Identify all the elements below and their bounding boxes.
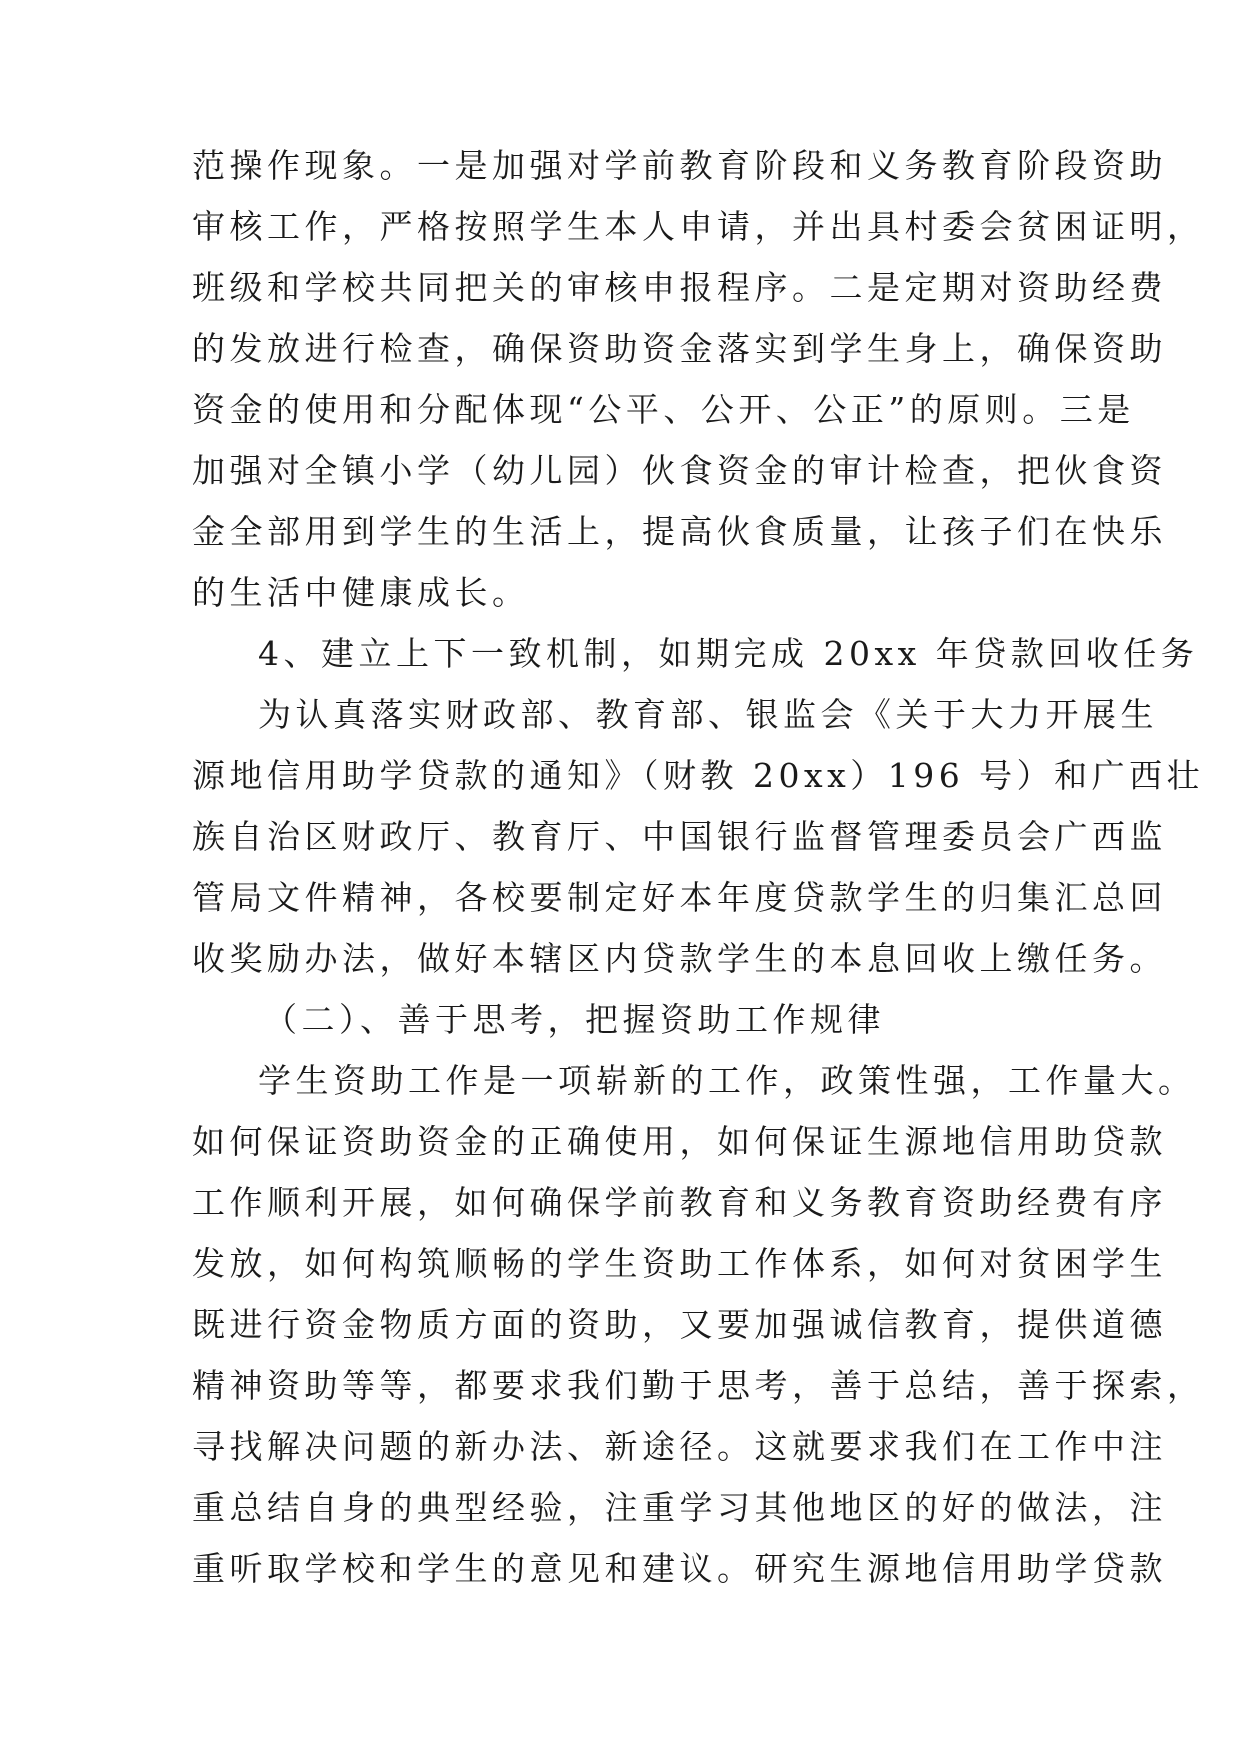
text-line: 如何保证资助资金的正确使用，如何保证生源地信用助贷款 bbox=[192, 1122, 1167, 1161]
text-line: 族自治区财政厅、教育厅、中国银行监督管理委员会广西监 bbox=[192, 817, 1167, 856]
section-heading: 4、建立上下一致机制，如期完成 20xx 年贷款回收任务 bbox=[258, 634, 1199, 673]
text-line: 的发放进行检查，确保资助资金落实到学生身上，确保资助 bbox=[192, 329, 1167, 368]
text-line: 为认真落实财政部、教育部、银监会《关于大力开展生 bbox=[258, 695, 1158, 734]
text-line: 审核工作，严格按照学生本人申请，并出具村委会贫困证明， bbox=[192, 207, 1205, 246]
text-line: 班级和学校共同把关的审核申报程序。二是定期对资助经费 bbox=[192, 268, 1167, 307]
text-line: 范操作现象。一是加强对学前教育阶段和义务教育阶段资助 bbox=[192, 146, 1167, 185]
text-line: 学生资助工作是一项崭新的工作，政策性强，工作量大。 bbox=[258, 1061, 1196, 1100]
text-line: 精神资助等等，都要求我们勤于思考，善于总结，善于探索， bbox=[192, 1366, 1205, 1405]
section-heading: （二）、善于思考，把握资助工作规律 bbox=[264, 1000, 885, 1039]
text-line: 金全部用到学生的生活上，提高伙食质量，让孩子们在快乐 bbox=[192, 512, 1167, 551]
text-line: 工作顺利开展，如何确保学前教育和义务教育资助经费有序 bbox=[192, 1183, 1167, 1222]
text-line: 发放，如何构筑顺畅的学生资助工作体系，如何对贫困学生 bbox=[192, 1244, 1167, 1283]
text-line: 源地信用助学贷款的通知》（财教 20xx）196 号）和广西壮 bbox=[192, 756, 1205, 795]
text-line: 管局文件精神，各校要制定好本年度贷款学生的归集汇总回 bbox=[192, 878, 1167, 917]
text-line: 重听取学校和学生的意见和建议。研究生源地信用助学贷款 bbox=[192, 1549, 1167, 1588]
text-line: 既进行资金物质方面的资助，又要加强诚信教育，提供道德 bbox=[192, 1305, 1167, 1344]
text-line: 加强对全镇小学（幼儿园）伙食资金的审计检查，把伙食资 bbox=[192, 451, 1167, 490]
text-line: 收奖励办法，做好本辖区内贷款学生的本息回收上缴任务。 bbox=[192, 939, 1167, 978]
text-line: 的生活中健康成长。 bbox=[192, 573, 530, 612]
text-line: 重总结自身的典型经验，注重学习其他地区的好的做法，注 bbox=[192, 1488, 1167, 1527]
text-line: 寻找解决问题的新办法、新途径。这就要求我们在工作中注 bbox=[192, 1427, 1167, 1466]
text-line: 资金的使用和分配体现“公平、公开、公正”的原则。三是 bbox=[192, 390, 1135, 429]
document-body bbox=[192, 135, 1205, 1599]
